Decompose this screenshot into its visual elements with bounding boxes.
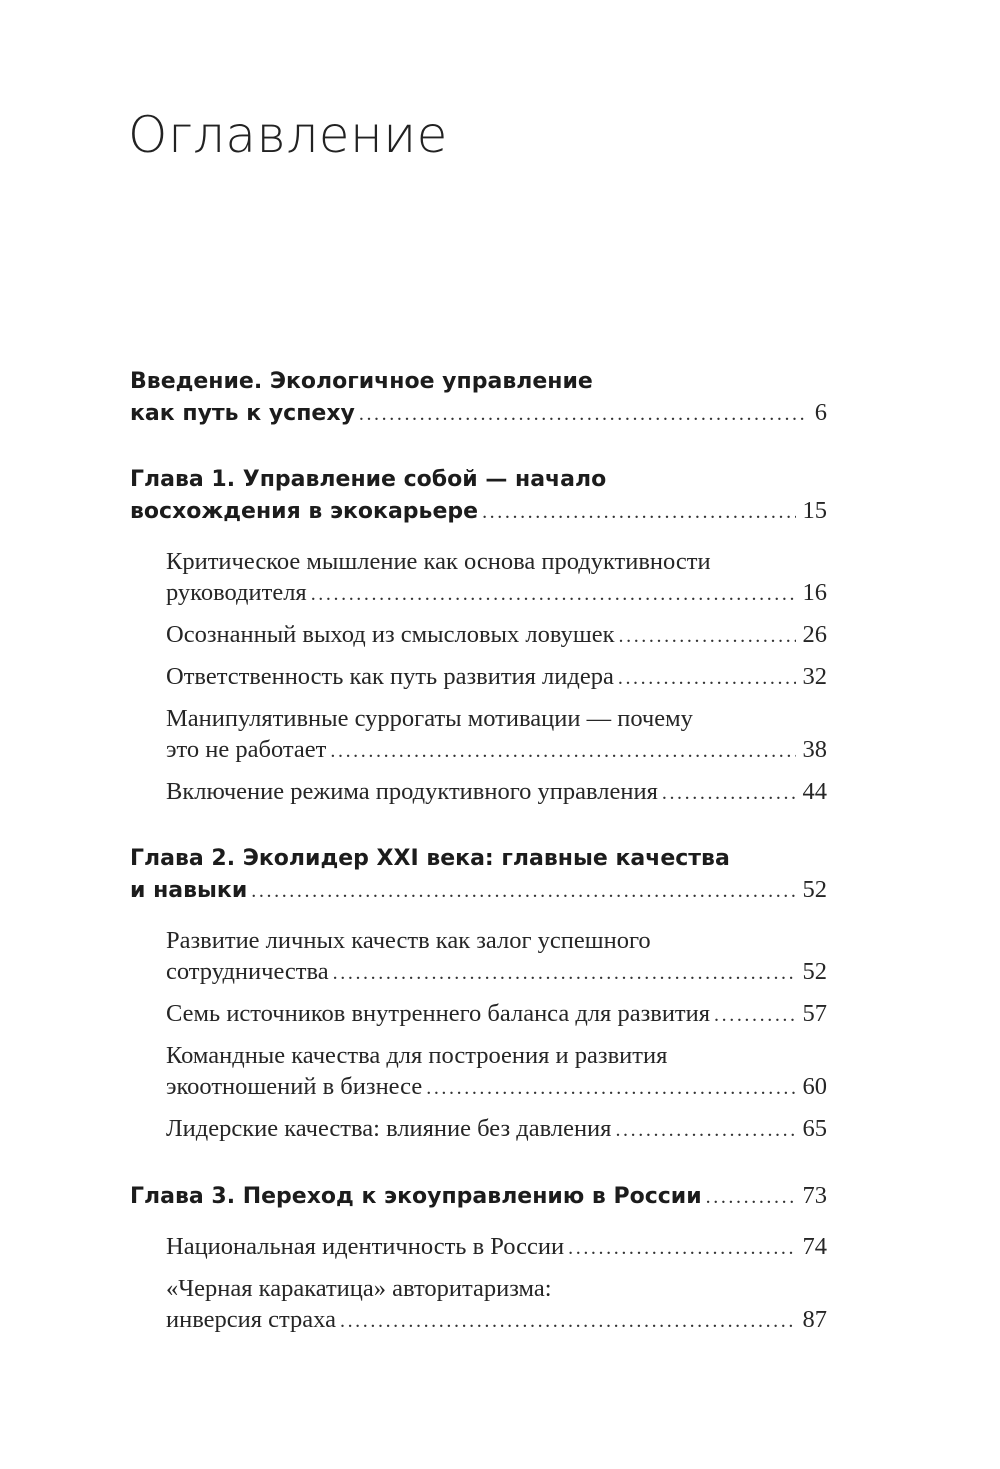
page-title: Оглавление <box>128 106 448 164</box>
entry-title-line: Национальная идентичность в России <box>166 1233 565 1260</box>
toc-chapter-3[interactable] <box>130 1180 827 1213</box>
entry-title-line: Критическое мышление как основа продуктивности <box>166 548 711 575</box>
toc-chapter-intro[interactable] <box>130 366 827 430</box>
entry-title-line: руководителя <box>166 579 307 606</box>
table-of-contents <box>130 366 827 1371</box>
entry-title-line: Семь источников внутреннего баланса для развития <box>166 1000 711 1027</box>
page-number: 32 <box>802 663 827 690</box>
page-number: 16 <box>802 579 827 606</box>
page-number: 44 <box>802 778 827 805</box>
toc-section-chapter-3 <box>130 1180 827 1337</box>
page-number: 87 <box>802 1306 827 1333</box>
entry-title-line: Включение режима продуктивного управления <box>166 778 658 805</box>
dot-leader <box>359 399 808 430</box>
entry-title-line: Осознанный выход из смысловых ловушек <box>166 621 615 648</box>
toc-entry[interactable] <box>166 1231 827 1264</box>
chapter-title-line: Глава 2. Эколидер XXI века: главные качества <box>130 846 730 871</box>
toc-entry[interactable] <box>166 925 827 989</box>
dot-leader <box>568 1233 795 1264</box>
dot-leader <box>714 1000 795 1031</box>
dot-leader <box>618 663 796 694</box>
toc-entry[interactable] <box>166 661 827 694</box>
dot-leader <box>619 621 796 652</box>
entry-title-line: Развитие личных качеств как залог успешного <box>166 927 651 954</box>
entry-title-line: «Черная каракатица» авторитаризма: <box>166 1275 552 1302</box>
chapter-title-line: как путь к успеху <box>130 401 355 426</box>
page-number: 74 <box>802 1233 827 1260</box>
chapter-title-line: Глава 1. Управление собой — начало <box>130 467 607 492</box>
toc-entry[interactable] <box>166 1040 827 1104</box>
dot-leader <box>426 1073 795 1104</box>
toc-chapter-1[interactable] <box>130 464 827 528</box>
toc-entry[interactable] <box>166 703 827 767</box>
toc-entry[interactable] <box>166 998 827 1031</box>
toc-entry[interactable] <box>166 546 827 610</box>
toc-entry[interactable] <box>166 619 827 652</box>
entry-title-line: Командные качества для построения и развития <box>166 1042 668 1069</box>
chapter-title-line: и навыки <box>130 878 248 903</box>
entry-title-line: экоотношений в бизнесе <box>166 1073 423 1100</box>
dot-leader <box>706 1182 796 1213</box>
page-number: 15 <box>802 497 827 524</box>
toc-chapter-2[interactable] <box>130 843 827 907</box>
entry-title-line: сотрудничества <box>166 958 329 985</box>
dot-leader <box>330 736 795 767</box>
page-number: 73 <box>802 1182 827 1209</box>
entry-title-line: это не работает <box>166 736 327 763</box>
page-number: 38 <box>802 736 827 763</box>
chapter-title-line: Глава 3. Переход к экоуправлению в России <box>130 1184 702 1209</box>
page-number: 52 <box>802 958 827 985</box>
page-number: 65 <box>802 1115 827 1142</box>
page-number: 26 <box>802 621 827 648</box>
chapter-title-line: восхождения в экокарьере <box>130 499 479 524</box>
dot-leader <box>311 579 796 610</box>
dot-leader <box>662 778 796 809</box>
page-number: 57 <box>802 1000 827 1027</box>
toc-entry[interactable] <box>166 1273 827 1337</box>
entry-title-line: Ответственность как путь развития лидера <box>166 663 614 690</box>
toc-entry[interactable] <box>166 776 827 809</box>
toc-entry[interactable] <box>166 1113 827 1146</box>
entry-title-line: Манипулятивные суррогаты мотивации — почему <box>166 705 693 732</box>
dot-leader <box>340 1306 796 1337</box>
page-number: 52 <box>802 876 827 903</box>
toc-section-intro <box>130 366 827 430</box>
toc-section-chapter-2 <box>130 843 827 1146</box>
dot-leader <box>333 958 796 989</box>
dot-leader <box>615 1115 795 1146</box>
entry-title-line: Лидерские качества: влияние без давления <box>166 1115 612 1142</box>
entry-title-line: инверсия страха <box>166 1306 336 1333</box>
chapter-title-line: Введение. Экологичное управление <box>130 369 593 394</box>
page-number: 60 <box>802 1073 827 1100</box>
page-number: 6 <box>814 399 827 426</box>
toc-section-chapter-1 <box>130 464 827 809</box>
dot-leader <box>251 876 795 907</box>
dot-leader <box>482 497 795 528</box>
